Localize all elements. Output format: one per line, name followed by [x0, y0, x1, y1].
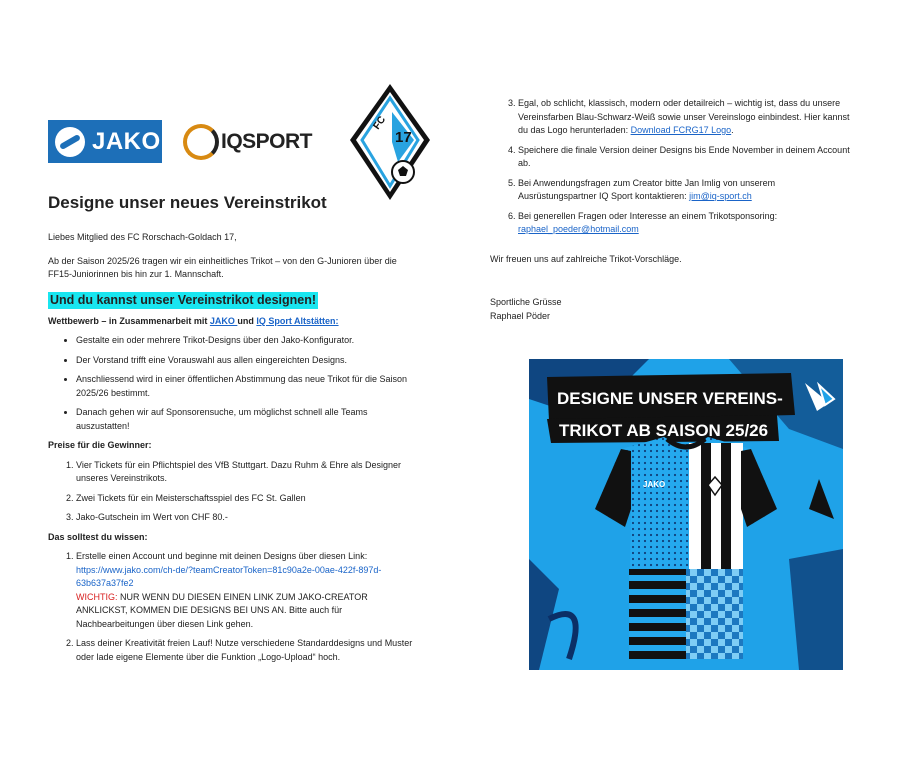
- warning-text: NUR WENN DU DIESEN EINEN LINK ZUM JAKO-CREATOR ANKLICKST, KOMMEN DIE DESIGNS BEI UNS AN. Bitte auch für Nachbearbeitungen über diesen Link gehen.: [76, 591, 368, 629]
- logo-download-link[interactable]: Download FCRG17 Logo: [630, 125, 732, 135]
- greeting: Liebes Mitglied des FC Rorschach-Goldach 17,: [48, 232, 237, 242]
- step-item-6: [518, 210, 850, 237]
- page-title: Designe unser neues Vereinstrikot: [48, 193, 327, 212]
- club-crest-number: 17: [395, 129, 412, 146]
- list-item: 2. Zwei Tickets für ein Meisterschaftsspiel des FC St. Gallen: [76, 492, 418, 506]
- step-item-2: 2. Lass deiner Kreativität freien Lauf! Nutze verschiedene Standarddesigns und Muster oder lade eigene Elemente über die Funktion „Logo-Upload“ hoch.: [76, 637, 418, 664]
- competition-middle: und: [237, 315, 257, 326]
- club-crest-fc-text: FC: [371, 114, 389, 132]
- know-heading: Das solltest du wissen:: [48, 531, 148, 542]
- prizes-list: [48, 459, 418, 525]
- jako-creator-link[interactable]: https://www.jako.com/ch-de/?teamCreatorToken=81c90a2e-00ae-422f-897d-63b637a37fe2: [76, 564, 382, 588]
- steps-list-start: [48, 550, 418, 664]
- highlight-heading: Und du kannst unser Vereinstrikot designen!: [50, 292, 317, 307]
- step-3-end: .: [731, 125, 734, 135]
- competition-list: [48, 334, 418, 433]
- steps-list-continued: [490, 97, 850, 237]
- list-item: • Gestalte ein oder mehrere Trikot-Designs über den Jako-Konfigurator.: [76, 334, 418, 348]
- iq-sport-link[interactable]: IQ Sport Altstätten:: [256, 315, 339, 326]
- jersey-poster-graphic: [529, 359, 843, 670]
- intro-paragraph: Ab der Saison 2025/26 tragen wir ein einheitliches Trikot – von den G-Junioren über die FF15-Juniorinnen bis hin zur 1. Mannschaft.: [48, 255, 397, 279]
- jako-logo-text: JAKO: [92, 127, 161, 155]
- right-column: [490, 97, 850, 323]
- iq-sport-logo-text: IQSPORT: [221, 130, 313, 153]
- jersey-brand-text: JAKO: [643, 480, 666, 489]
- step-5-text: Bei Anwendungsfragen zum Creator bitte Jan Imlig von unserem Ausrüstungspartner IQ Sport kontaktieren:: [518, 177, 776, 201]
- step-6-text: Bei generellen Fragen oder Interesse an einem Trikotsponsoring:: [518, 210, 778, 221]
- step-1-text: Erstelle einen Account und beginne mit deinen Designs über diesen Link:: [76, 551, 368, 561]
- jako-link[interactable]: JAKO: [209, 315, 238, 326]
- step-item-5: [518, 177, 850, 204]
- list-item: 3. Jako-Gutschein im Wert von CHF 80.-: [76, 511, 418, 525]
- competition-prefix: Wettbewerb – in Zusammenarbeit mit: [48, 315, 210, 326]
- list-item: • Anschliessend wird in einer öffentlichen Abstimmung das neue Trikot für die Saison 2025/26 bestimmt.: [76, 373, 418, 400]
- poster-headline-line-2: TRIKOT AB SAISON 25/26: [559, 421, 769, 440]
- regards-text: Sportliche Grüsse: [490, 297, 562, 307]
- signature-text: Raphael Pöder: [490, 310, 551, 321]
- prizes-heading: Preise für die Gewinner:: [48, 440, 152, 450]
- list-item: 1. Vier Tickets für ein Pflichtspiel des VfB Stuttgart. Dazu Ruhm & Ehre als Designer unseres Vereinstrikots.: [76, 459, 418, 486]
- step-item-1: [76, 550, 418, 631]
- email-link-raphael[interactable]: raphael_poeder@hotmail.com: [518, 224, 639, 234]
- list-item: • Der Vorstand trifft eine Vorauswahl aus allen eingereichten Designs.: [76, 354, 418, 368]
- step-item-3: [518, 97, 850, 138]
- jersey-poster-image: [529, 359, 843, 670]
- warning-label: WICHTIG:: [76, 591, 118, 602]
- step-item-4: 4. Speichere die finale Version deiner Designs bis Ende November in deinem Account ab.: [518, 144, 850, 171]
- competition-heading: [48, 315, 418, 329]
- poster-headline-line-1: DESIGNE UNSER VEREINS-: [557, 389, 783, 408]
- email-link-jim[interactable]: jim@iq-sport.ch: [689, 191, 752, 201]
- list-item: • Danach gehen wir auf Sponsorensuche, um möglichst schnell alle Teams auszustatten!: [76, 406, 418, 433]
- closing-text: Wir freuen uns auf zahlreiche Trikot-Vorschläge.: [490, 253, 682, 264]
- step-3-text: Egal, ob schlicht, klassisch, modern oder detailreich – wichtig ist, dass du unsere Vereinsfarben Blau-Schwarz-Weiß sowie unser Vereinslogo einbindest. Hier kannst du das Logo herunterladen:: [518, 98, 850, 135]
- left-column: [48, 118, 418, 670]
